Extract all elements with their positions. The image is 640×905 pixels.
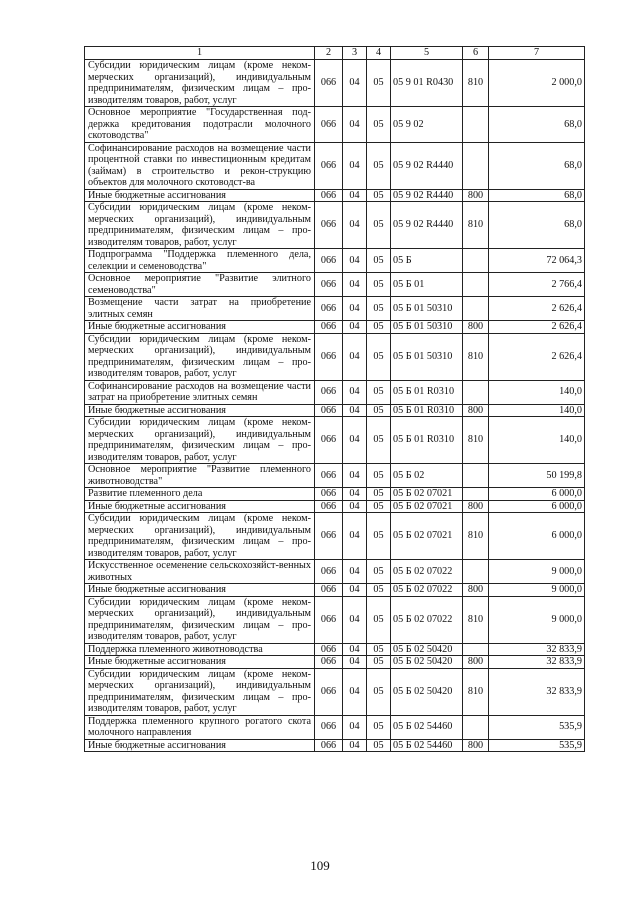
- amount-cell: 32 833,9: [489, 656, 585, 669]
- amount-cell: 6 000,0: [489, 513, 585, 560]
- expense-type-cell: [463, 142, 489, 189]
- table-row: [85, 297, 585, 321]
- expense-type-cell: 800: [463, 321, 489, 334]
- expense-type-cell: [463, 249, 489, 273]
- target-article-cell: 05 Б 02 07021: [391, 488, 463, 501]
- expense-type-cell: [463, 380, 489, 404]
- row-name-cell: Иные бюджетные ассигнования: [85, 404, 315, 417]
- target-article-cell: 05 9 02: [391, 107, 463, 143]
- subsection-code-cell: 05: [367, 273, 391, 297]
- expense-type-cell: 800: [463, 189, 489, 202]
- expense-type-cell: [463, 643, 489, 656]
- admin-code-cell: 066: [315, 189, 343, 202]
- header-row: [85, 47, 585, 60]
- subsection-code-cell: 05: [367, 715, 391, 739]
- row-name-cell: Иные бюджетные ассигнования: [85, 321, 315, 334]
- section-code-cell: 04: [343, 404, 367, 417]
- amount-cell: 535,9: [489, 715, 585, 739]
- expense-type-cell: 810: [463, 417, 489, 464]
- section-code-cell: 04: [343, 488, 367, 501]
- section-code-cell: 04: [343, 60, 367, 107]
- subsection-code-cell: 05: [367, 500, 391, 513]
- row-name-cell: Основное мероприятие "Развитие элитного семеноводства": [85, 273, 315, 297]
- amount-cell: 72 064,3: [489, 249, 585, 273]
- row-name-cell: Иные бюджетные ассигнования: [85, 739, 315, 752]
- amount-cell: 68,0: [489, 189, 585, 202]
- section-code-cell: 04: [343, 380, 367, 404]
- target-article-cell: 05 Б 01 50310: [391, 321, 463, 334]
- expense-type-cell: [463, 488, 489, 501]
- target-article-cell: 05 Б 01: [391, 273, 463, 297]
- subsection-code-cell: 05: [367, 202, 391, 249]
- table-row: [85, 202, 585, 249]
- section-code-cell: 04: [343, 596, 367, 643]
- subsection-code-cell: 05: [367, 333, 391, 380]
- amount-cell: 2 000,0: [489, 60, 585, 107]
- section-code-cell: 04: [343, 584, 367, 597]
- subsection-code-cell: 05: [367, 142, 391, 189]
- target-article-cell: 05 Б 02 54460: [391, 715, 463, 739]
- section-code-cell: 04: [343, 333, 367, 380]
- amount-cell: 50 199,8: [489, 464, 585, 488]
- section-code-cell: 04: [343, 464, 367, 488]
- target-article-cell: 05 Б 02 07021: [391, 513, 463, 560]
- amount-cell: 32 833,9: [489, 643, 585, 656]
- table-row: [85, 404, 585, 417]
- admin-code-cell: 066: [315, 584, 343, 597]
- target-article-cell: 05 Б 02: [391, 464, 463, 488]
- table-row: [85, 596, 585, 643]
- table-row: [85, 464, 585, 488]
- admin-code-cell: 066: [315, 500, 343, 513]
- row-name-cell: Иные бюджетные ассигнования: [85, 656, 315, 669]
- expense-type-cell: 810: [463, 596, 489, 643]
- subsection-code-cell: 05: [367, 404, 391, 417]
- admin-code-cell: 066: [315, 321, 343, 334]
- expense-type-cell: 810: [463, 202, 489, 249]
- expense-type-cell: 800: [463, 656, 489, 669]
- table-row: [85, 584, 585, 597]
- table-row: [85, 668, 585, 715]
- admin-code-cell: 066: [315, 380, 343, 404]
- target-article-cell: 05 Б 02 07021: [391, 500, 463, 513]
- table-row: [85, 380, 585, 404]
- subsection-code-cell: 05: [367, 656, 391, 669]
- subsection-code-cell: 05: [367, 488, 391, 501]
- section-code-cell: 04: [343, 500, 367, 513]
- row-name-cell: Основное мероприятие "Государственная под-держка кредитования подотрасли молочного скотоводства": [85, 107, 315, 143]
- expense-type-cell: [463, 560, 489, 584]
- admin-code-cell: 066: [315, 513, 343, 560]
- target-article-cell: 05 Б 02 50420: [391, 643, 463, 656]
- admin-code-cell: 066: [315, 739, 343, 752]
- header-cell: 3: [343, 47, 367, 60]
- header-cell: 6: [463, 47, 489, 60]
- section-code-cell: 04: [343, 656, 367, 669]
- target-article-cell: 05 Б 01 R0310: [391, 404, 463, 417]
- admin-code-cell: 066: [315, 249, 343, 273]
- row-name-cell: Субсидии юридическим лицам (кроме неком-мерческих организаций), индивидуальным предпринимателям, физическим лицам – про-изводителям товаров, работ, услуг: [85, 668, 315, 715]
- table-row: [85, 739, 585, 752]
- section-code-cell: 04: [343, 273, 367, 297]
- subsection-code-cell: 05: [367, 321, 391, 334]
- admin-code-cell: 066: [315, 404, 343, 417]
- admin-code-cell: 066: [315, 656, 343, 669]
- section-code-cell: 04: [343, 249, 367, 273]
- section-code-cell: 04: [343, 739, 367, 752]
- section-code-cell: 04: [343, 202, 367, 249]
- target-article-cell: 05 Б 02 50420: [391, 668, 463, 715]
- table-row: [85, 715, 585, 739]
- target-article-cell: 05 Б 01 50310: [391, 297, 463, 321]
- section-code-cell: 04: [343, 297, 367, 321]
- admin-code-cell: 066: [315, 273, 343, 297]
- target-article-cell: 05 9 02 R4440: [391, 202, 463, 249]
- subsection-code-cell: 05: [367, 107, 391, 143]
- row-name-cell: Поддержка племенного крупного рогатого скота молочного направления: [85, 715, 315, 739]
- table-row: [85, 513, 585, 560]
- subsection-code-cell: 05: [367, 189, 391, 202]
- section-code-cell: 04: [343, 321, 367, 334]
- expense-type-cell: [463, 715, 489, 739]
- target-article-cell: 05 Б 02 54460: [391, 739, 463, 752]
- table-row: [85, 249, 585, 273]
- target-article-cell: 05 Б 02 50420: [391, 656, 463, 669]
- target-article-cell: 05 9 01 R0430: [391, 60, 463, 107]
- amount-cell: 9 000,0: [489, 584, 585, 597]
- subsection-code-cell: 05: [367, 380, 391, 404]
- admin-code-cell: 066: [315, 417, 343, 464]
- section-code-cell: 04: [343, 560, 367, 584]
- table-row: [85, 333, 585, 380]
- amount-cell: 2 626,4: [489, 297, 585, 321]
- admin-code-cell: 066: [315, 668, 343, 715]
- row-name-cell: Основное мероприятие "Развитие племенного животноводства": [85, 464, 315, 488]
- expense-type-cell: [463, 273, 489, 297]
- admin-code-cell: 066: [315, 142, 343, 189]
- admin-code-cell: 066: [315, 488, 343, 501]
- amount-cell: 6 000,0: [489, 488, 585, 501]
- section-code-cell: 04: [343, 417, 367, 464]
- admin-code-cell: 066: [315, 643, 343, 656]
- amount-cell: 9 000,0: [489, 596, 585, 643]
- section-code-cell: 04: [343, 715, 367, 739]
- section-code-cell: 04: [343, 513, 367, 560]
- subsection-code-cell: 05: [367, 596, 391, 643]
- amount-cell: 2 626,4: [489, 333, 585, 380]
- header-cell: 7: [489, 47, 585, 60]
- table-row: [85, 142, 585, 189]
- target-article-cell: 05 Б 01 R0310: [391, 417, 463, 464]
- header-cell: 5: [391, 47, 463, 60]
- table-row: [85, 643, 585, 656]
- amount-cell: 535,9: [489, 739, 585, 752]
- row-name-cell: Иные бюджетные ассигнования: [85, 189, 315, 202]
- expense-type-cell: [463, 107, 489, 143]
- amount-cell: 140,0: [489, 417, 585, 464]
- table-row: [85, 189, 585, 202]
- amount-cell: 140,0: [489, 404, 585, 417]
- expense-type-cell: 800: [463, 404, 489, 417]
- amount-cell: 68,0: [489, 202, 585, 249]
- expense-type-cell: 800: [463, 739, 489, 752]
- amount-cell: 68,0: [489, 142, 585, 189]
- target-article-cell: 05 Б 02 07022: [391, 584, 463, 597]
- row-name-cell: Субсидии юридическим лицам (кроме неком-мерческих организаций), индивидуальным предпринимателям, физическим лицам – про-изводителям товаров, работ, услуг: [85, 596, 315, 643]
- target-article-cell: 05 9 02 R4440: [391, 189, 463, 202]
- admin-code-cell: 066: [315, 107, 343, 143]
- amount-cell: 68,0: [489, 107, 585, 143]
- admin-code-cell: 066: [315, 60, 343, 107]
- target-article-cell: 05 Б 01 50310: [391, 333, 463, 380]
- expense-type-cell: 810: [463, 513, 489, 560]
- expense-type-cell: [463, 297, 489, 321]
- target-article-cell: 05 Б 02 07022: [391, 560, 463, 584]
- table-row: [85, 500, 585, 513]
- row-name-cell: Возмещение части затрат на приобретение элитных семян: [85, 297, 315, 321]
- amount-cell: 9 000,0: [489, 560, 585, 584]
- table-body: [85, 60, 585, 752]
- table-row: [85, 488, 585, 501]
- admin-code-cell: 066: [315, 297, 343, 321]
- amount-cell: 32 833,9: [489, 668, 585, 715]
- section-code-cell: 04: [343, 668, 367, 715]
- section-code-cell: 04: [343, 643, 367, 656]
- expense-type-cell: 800: [463, 584, 489, 597]
- expense-type-cell: 810: [463, 60, 489, 107]
- subsection-code-cell: 05: [367, 464, 391, 488]
- expense-type-cell: [463, 464, 489, 488]
- subsection-code-cell: 05: [367, 249, 391, 273]
- subsection-code-cell: 05: [367, 668, 391, 715]
- header-cell: 2: [315, 47, 343, 60]
- table-row: [85, 321, 585, 334]
- subsection-code-cell: 05: [367, 739, 391, 752]
- subsection-code-cell: 05: [367, 417, 391, 464]
- section-code-cell: 04: [343, 189, 367, 202]
- admin-code-cell: 066: [315, 333, 343, 380]
- admin-code-cell: 066: [315, 560, 343, 584]
- section-code-cell: 04: [343, 142, 367, 189]
- target-article-cell: 05 9 02 R4440: [391, 142, 463, 189]
- budget-table: [84, 46, 585, 752]
- row-name-cell: Поддержка племенного животноводства: [85, 643, 315, 656]
- header-cell: 1: [85, 47, 315, 60]
- row-name-cell: Субсидии юридическим лицам (кроме неком-мерческих организаций), индивидуальным предпринимателям, физическим лицам – про-изводителям товаров, работ, услуг: [85, 417, 315, 464]
- subsection-code-cell: 05: [367, 560, 391, 584]
- admin-code-cell: 066: [315, 596, 343, 643]
- admin-code-cell: 066: [315, 464, 343, 488]
- row-name-cell: Иные бюджетные ассигнования: [85, 500, 315, 513]
- row-name-cell: Субсидии юридическим лицам (кроме неком-мерческих организаций), индивидуальным предпринимателям, физическим лицам – про-изводителям товаров, работ, услуг: [85, 202, 315, 249]
- row-name-cell: Софинансирование расходов на возмещение части процентной ставки по инвестиционным кредитам (займам) в строительство и рекон-струкцию объектов для молочного скотоводст-ва: [85, 142, 315, 189]
- subsection-code-cell: 05: [367, 513, 391, 560]
- subsection-code-cell: 05: [367, 584, 391, 597]
- table-row: [85, 560, 585, 584]
- admin-code-cell: 066: [315, 202, 343, 249]
- page-number: 109: [310, 858, 330, 873]
- amount-cell: 2 766,4: [489, 273, 585, 297]
- subsection-code-cell: 05: [367, 297, 391, 321]
- amount-cell: 6 000,0: [489, 500, 585, 513]
- section-code-cell: 04: [343, 107, 367, 143]
- expense-type-cell: 810: [463, 333, 489, 380]
- row-name-cell: Развитие племенного дела: [85, 488, 315, 501]
- amount-cell: 2 626,4: [489, 321, 585, 334]
- target-article-cell: 05 Б 01 R0310: [391, 380, 463, 404]
- table-row: [85, 656, 585, 669]
- row-name-cell: Субсидии юридическим лицам (кроме неком-мерческих организаций), индивидуальным предпринимателям, физическим лицам – про-изводителям товаров, работ, услуг: [85, 513, 315, 560]
- admin-code-cell: 066: [315, 715, 343, 739]
- row-name-cell: Иные бюджетные ассигнования: [85, 584, 315, 597]
- row-name-cell: Субсидии юридическим лицам (кроме неком-мерческих организаций), индивидуальным предпринимателям, физическим лицам – про-изводителям товаров, работ, услуг: [85, 60, 315, 107]
- row-name-cell: Софинансирование расходов на возмещение части затрат на приобретение элитных семян: [85, 380, 315, 404]
- subsection-code-cell: 05: [367, 643, 391, 656]
- subsection-code-cell: 05: [367, 60, 391, 107]
- row-name-cell: Искусственное осеменение сельскохозяйст-венных животных: [85, 560, 315, 584]
- target-article-cell: 05 Б 02 07022: [391, 596, 463, 643]
- table-row: [85, 60, 585, 107]
- row-name-cell: Подпрограмма "Поддержка племенного дела, селекции и семеноводства": [85, 249, 315, 273]
- table-row: [85, 273, 585, 297]
- header-cell: 4: [367, 47, 391, 60]
- target-article-cell: 05 Б: [391, 249, 463, 273]
- expense-type-cell: 800: [463, 500, 489, 513]
- amount-cell: 140,0: [489, 380, 585, 404]
- expense-type-cell: 810: [463, 668, 489, 715]
- table-row: [85, 107, 585, 143]
- row-name-cell: Субсидии юридическим лицам (кроме неком-мерческих организаций), индивидуальным предпринимателям, физическим лицам – про-изводителям товаров, работ, услуг: [85, 333, 315, 380]
- table-row: [85, 417, 585, 464]
